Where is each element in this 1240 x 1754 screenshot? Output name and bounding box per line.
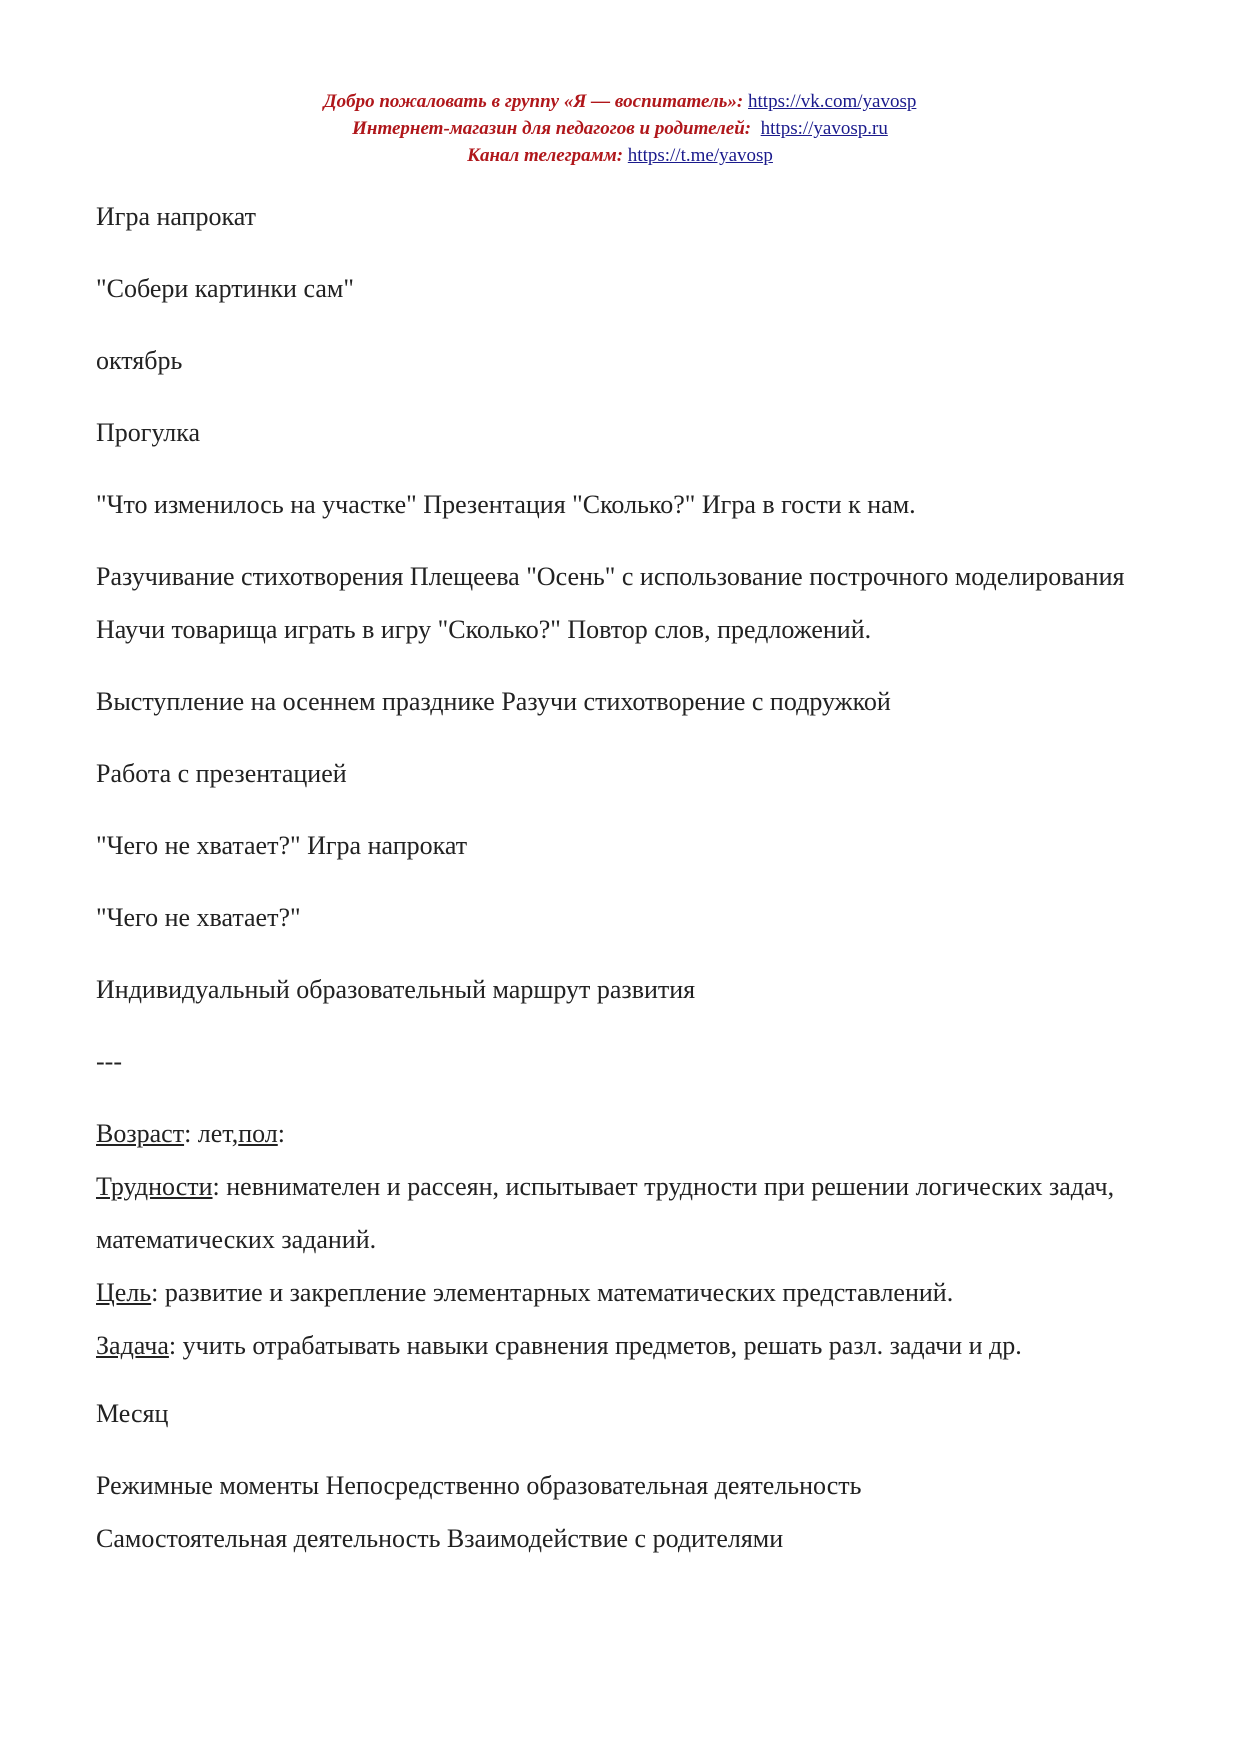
paragraph: "Собери картинки сам" <box>96 274 354 303</box>
paragraph: "Чего не хватает?" Игра напрокат <box>96 831 468 860</box>
vk-group-link[interactable]: https://vk.com/yavosp <box>748 91 917 112</box>
goal-label: Цель <box>96 1278 152 1307</box>
difficulties-label: Трудности <box>96 1172 213 1201</box>
sex-text: : <box>277 1119 285 1148</box>
age-label: Возраст <box>96 1119 185 1148</box>
telegram-link[interactable]: https://t.me/yavosp <box>627 145 773 166</box>
shop-link[interactable]: https://yavosp.ru <box>760 118 888 139</box>
paragraph: Игра напрокат <box>96 202 256 231</box>
columns-line-1: Режимные моменты Непосредственно образовательная деятельность <box>96 1471 862 1500</box>
header-line-group <box>0 88 1240 115</box>
difficulties-text: : невнимателен и рассеян, испытывает трудности при решении логических задач, математических заданий. <box>96 1172 1115 1254</box>
difficulties-line <box>96 1160 1186 1266</box>
task-label: Задача <box>96 1331 169 1360</box>
paragraph: октябрь <box>96 346 183 375</box>
sex-label: пол <box>238 1119 278 1148</box>
task-line <box>96 1319 1186 1372</box>
document-header <box>0 88 1240 169</box>
age-text: : лет, <box>184 1119 239 1148</box>
paragraph: Разучивание стихотворения Плещеева "Осень" с использование построчного моделирования Научи товарища играть в игру "Сколько?" Повтор слов, предложений. <box>96 562 1125 644</box>
paragraph: "Чего не хватает?" <box>96 903 301 932</box>
telegram-text: Канал телеграмм: <box>467 145 624 166</box>
paragraph: Работа с презентацией <box>96 759 347 788</box>
group-welcome-text: Добро пожаловать в группу «Я — воспитатель»: <box>323 91 744 112</box>
header-line-telegram <box>0 142 1240 169</box>
document-body <box>96 190 1186 1565</box>
task-text: : учить отрабатывать навыки сравнения предметов, решать разл. задачи и др. <box>168 1331 1022 1360</box>
separator: --- <box>96 1047 122 1076</box>
paragraph: Прогулка <box>96 418 201 447</box>
paragraph: "Что изменилось на участке" Презентация "Сколько?" Игра в гости к нам. <box>96 490 916 519</box>
age-line <box>96 1107 1186 1160</box>
header-line-shop <box>0 115 1240 142</box>
shop-text: Интернет-магазин для педагогов и родителей: <box>352 118 752 139</box>
paragraph: Выступление на осеннем празднике Разучи стихотворение с подружкой <box>96 687 891 716</box>
route-title: Индивидуальный образовательный маршрут развития <box>96 975 696 1004</box>
goal-line <box>96 1266 1186 1319</box>
goal-text: : развитие и закрепление элементарных математических представлений. <box>151 1278 954 1307</box>
columns-line-2: Самостоятельная деятельность Взаимодействие с родителями <box>96 1524 784 1553</box>
month-heading: Месяц <box>96 1399 169 1428</box>
